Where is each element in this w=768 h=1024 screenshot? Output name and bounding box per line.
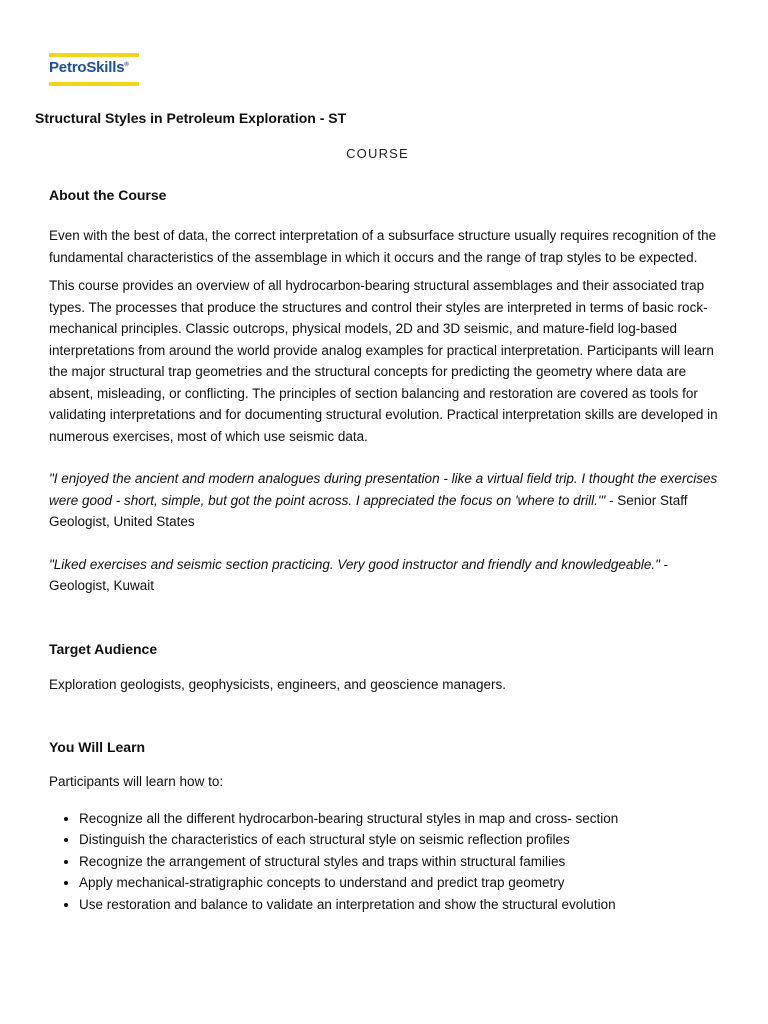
page-title: Structural Styles in Petroleum Exploration - ST [35,110,347,126]
learn-heading: You Will Learn [49,739,146,755]
about-section [49,186,729,597]
testimonial-attribution: - Senior Staff Geologist, United States [49,492,688,529]
logo-bottom-stripe [49,82,139,86]
audience-section [49,640,729,696]
list-item: • Use restoration and balance to validate an interpretation and show the structural evolution [79,894,729,916]
learn-intro: Participants will learn how to: [49,774,224,789]
category-label: COURSE [346,146,409,161]
about-paragraph: Even with the best of data, the correct interpretation of a subsurface structure usually requires recognition of the fundamental characteristics of the assemblage in which it occurs and the range of trap styles to be expected. [49,228,717,265]
logo-top-stripe [49,53,139,57]
learn-list [49,808,729,916]
about-heading: About the Course [49,187,167,203]
petroskills-logo [49,53,139,86]
testimonial-quote: "I enjoyed the ancient and modern analogues during presentation - like a virtual field trip. I thought the exercises were good - short, simple, but got the point across. I appreciated the focus on 'where to drill.'" [49,471,718,508]
audience-text: Exploration geologists, geophysicists, engineers, and geoscience managers. [49,676,507,692]
testimonial [49,554,729,597]
testimonial [49,468,729,533]
testimonial-quote: "Liked exercises and seismic section practicing. Very good instructor and friendly and knowledgeable." [49,556,660,572]
audience-heading: Target Audience [49,640,158,657]
list-item: • Recognize the arrangement of structural styles and traps within structural families [79,851,729,873]
list-item: • Recognize all the different hydrocarbon-bearing structural styles in map and cross- section [79,808,729,830]
list-item: • Apply mechanical-stratigraphic concepts to understand and predict trap geometry [79,872,729,894]
about-paragraph: This course provides an overview of all hydrocarbon-bearing structural assemblages and their associated trap types. The processes that produce the structures and control their styles are interpreted in terms of basic rock-mechanical principles. Classic outcrops, physical models, 2D and 3D seismic, and mature-field log-based interpretations from around the world provide analog examples for practical interpretation. Participants will learn the major structural trap geometries and the structural concepts for predicting the geometry where data are absent, misleading, or conflicting. The principles of section balancing and restoration are covered as tools for validating interpretations and for documenting structural evolution. Practical interpretation skills are developed in numerous exercises, most of which use seismic data. [49,278,718,444]
testimonial-attribution: - Geologist, Kuwait [49,556,669,593]
logo-wordmark: PetroSkills® [49,59,129,76]
learn-section [49,738,729,915]
course-content [49,186,729,915]
list-item: • Distinguish the characteristics of each structural style on seismic reflection profiles [79,829,729,851]
